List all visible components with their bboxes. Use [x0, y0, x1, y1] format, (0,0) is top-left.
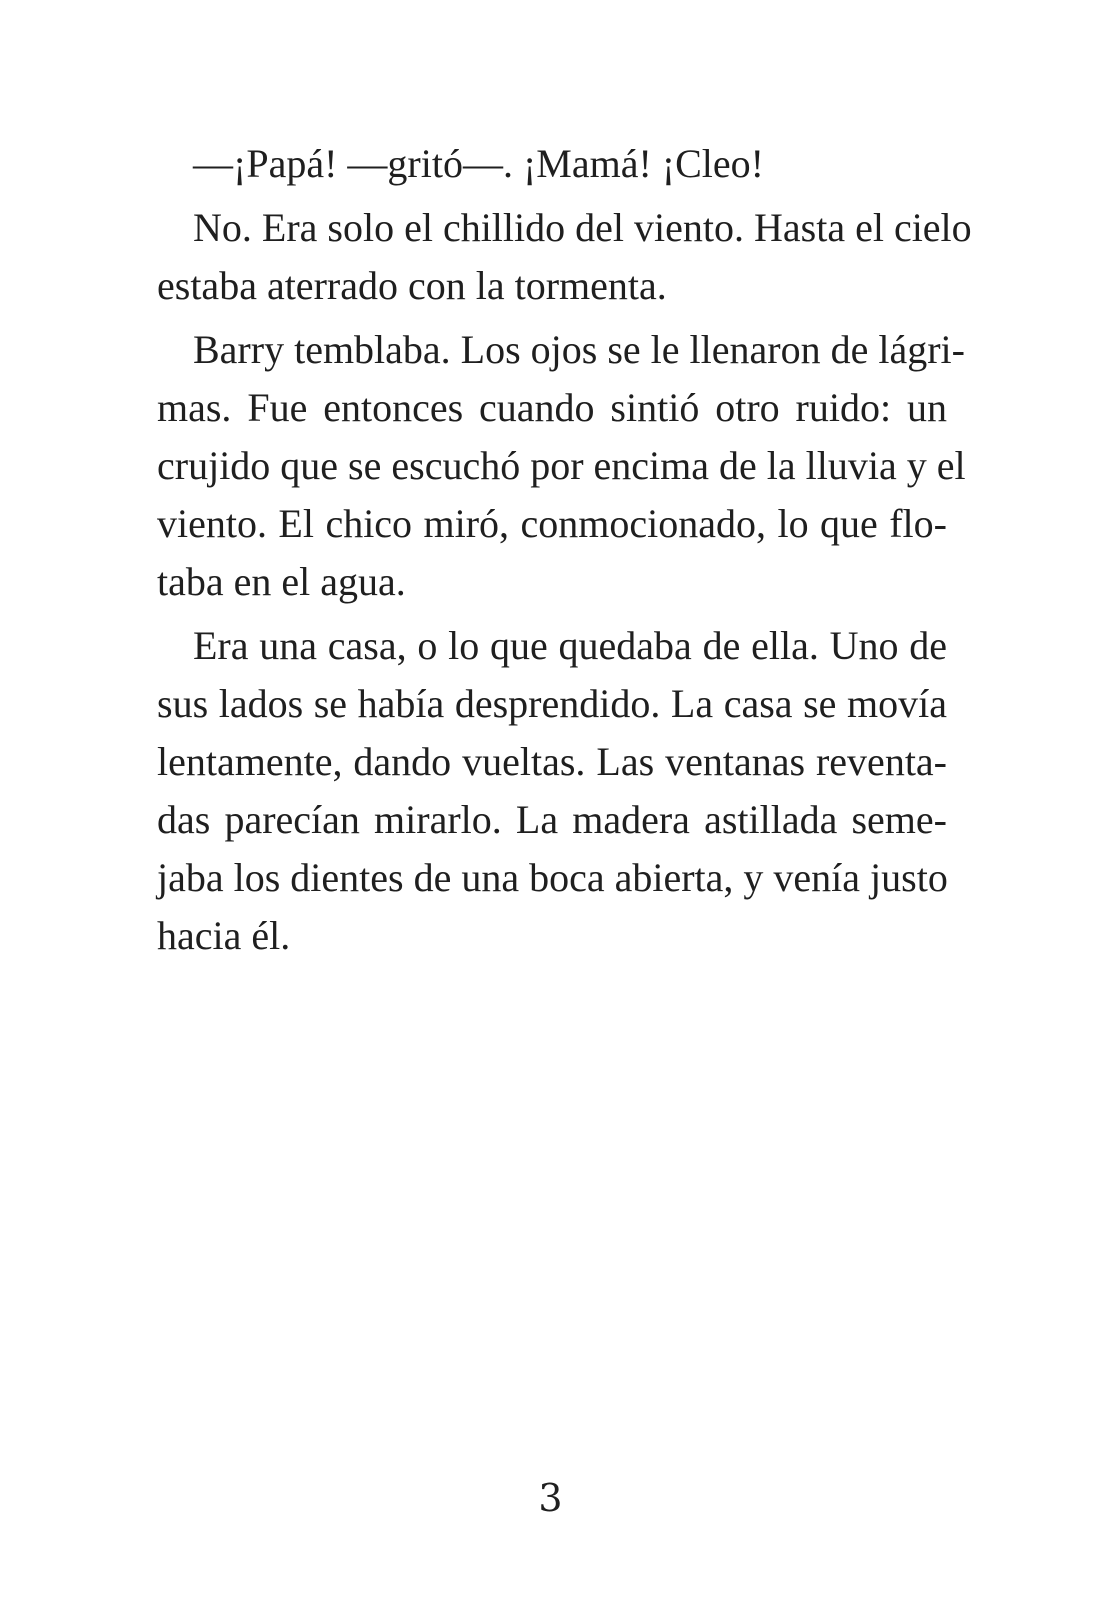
- body-text: [157, 135, 972, 965]
- text-line: sus lados se había desprendido. La casa se movía: [157, 681, 947, 726]
- text-line: jaba los dientes de una boca abierta, y venía justo: [157, 855, 948, 900]
- paragraph: [157, 617, 947, 965]
- paragraph: [157, 199, 972, 315]
- text-line: Era una casa, o lo que quedaba de ella. Uno de: [193, 623, 947, 668]
- paragraph: [157, 135, 947, 193]
- text-line: estaba aterrado con la tormenta.: [157, 263, 667, 308]
- text-line: —¡Papá! —gritó—. ¡Mamá! ¡Cleo!: [193, 141, 764, 186]
- text-line: lentamente, dando vueltas. Las ventanas reventa-: [157, 739, 947, 784]
- text-line: hacia él.: [157, 913, 291, 958]
- text-line: das parecían mirarlo. La madera astillada seme-: [157, 797, 947, 842]
- text-line: mas. Fue entonces cuando sintió otro ruido: un: [157, 385, 947, 430]
- text-line: taba en el agua.: [157, 559, 406, 604]
- text-line: crujido que se escuchó por encima de la lluvia y el: [157, 443, 966, 488]
- text-line: No. Era solo el chillido del viento. Hasta el cielo: [193, 205, 972, 250]
- text-line: viento. El chico miró, conmocionado, lo que flo-: [157, 501, 947, 546]
- page-number: 3: [538, 1476, 563, 1520]
- text-line: Barry temblaba. Los ojos se le llenaron de lágri-: [193, 327, 965, 372]
- paragraph: [157, 321, 966, 611]
